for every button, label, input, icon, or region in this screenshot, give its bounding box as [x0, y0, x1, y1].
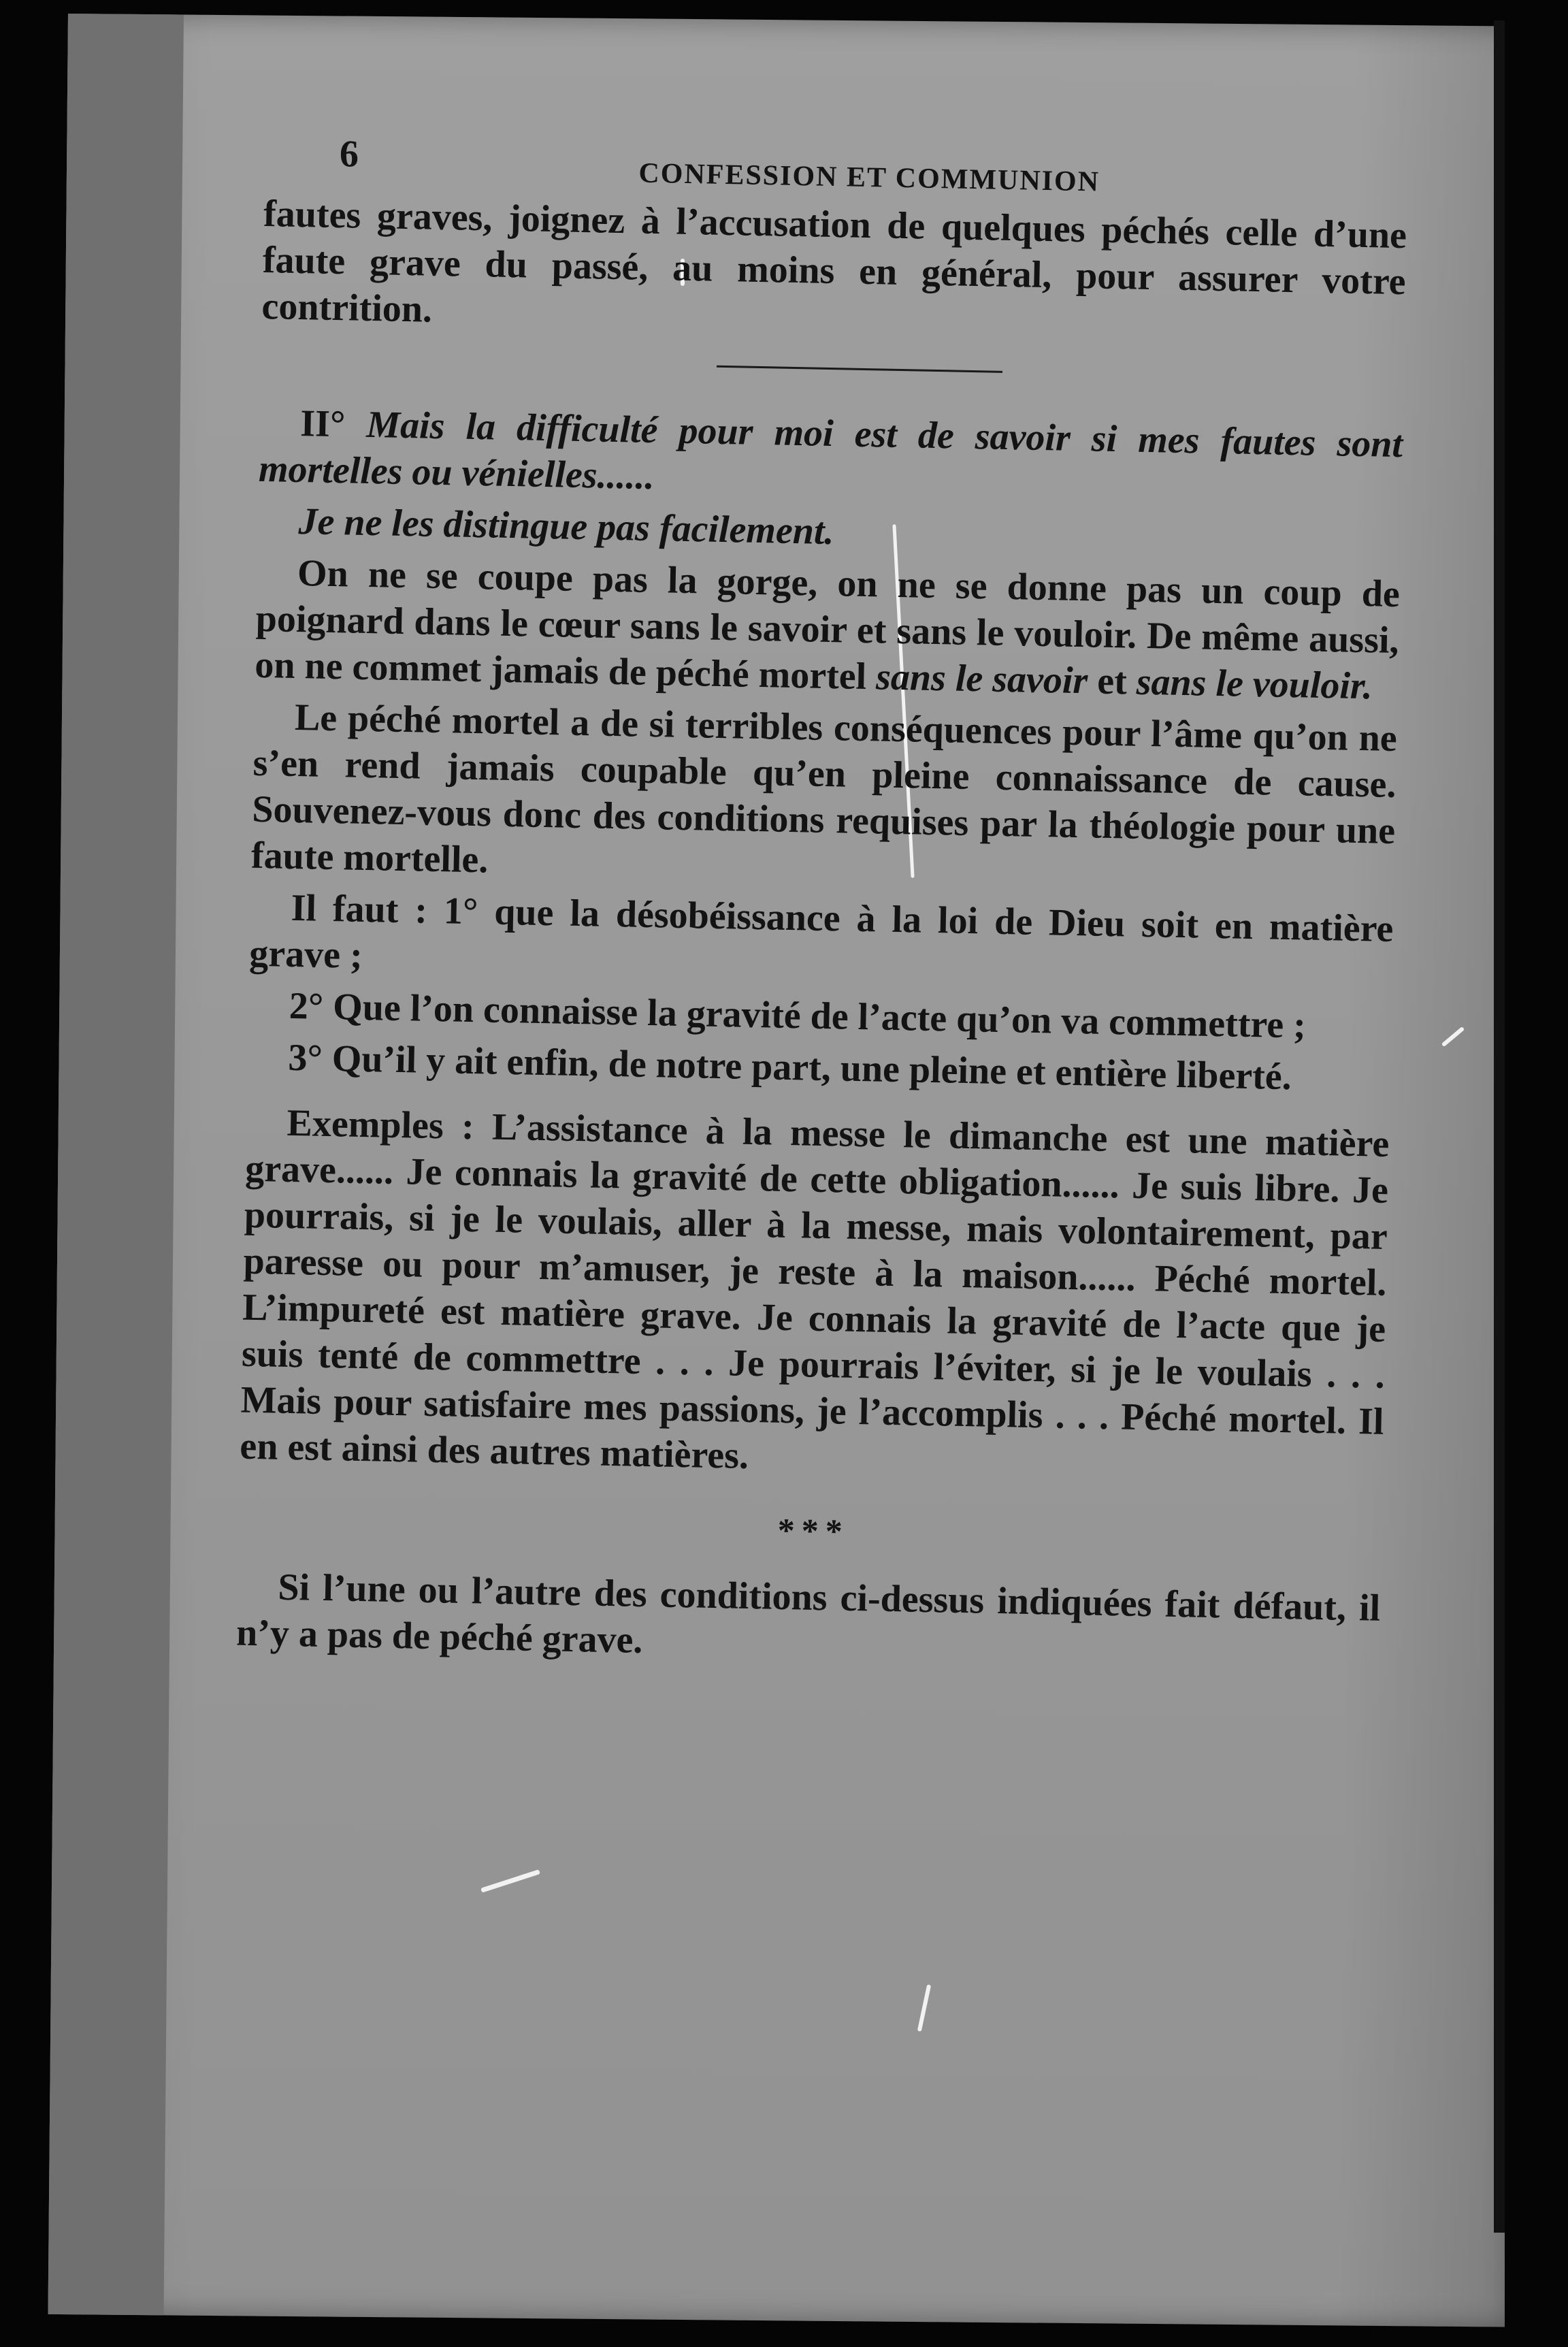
paragraph: Il faut : 1° que la désobéissance à la loi de Dieu soit en matière grave ;	[248, 886, 1394, 977]
question-number: II°	[299, 402, 346, 446]
paragraph: fautes graves, joignez à l’accusation de quelques péchés celle d’une faute grave du passé, au moins en général, pour assurer votre contrition.	[261, 192, 1407, 331]
paragraph-text: On ne se coupe pas la gorge, on ne se donne pas un coup de poignard dans le cœur sans le savoir et sans le vouloir. De même aussi, on ne commet jamais de péché mortel	[254, 552, 1401, 698]
paragraph: Le péché mortel a de si terribles conséquences pour l’âme qu’on ne s’en rend jamais coupable qu’en pleine connaissance de cause. Souvenez-vous donc des conditions requises par la théologie pour une faute mortelle.	[250, 696, 1398, 881]
emphasis-text: sans le savoir	[875, 655, 1088, 702]
section-rule	[717, 366, 1002, 373]
right-dark-margin	[1505, 0, 1568, 2347]
paragraph-text: et	[1096, 660, 1128, 703]
emphasis-text: sans le vouloir.	[1136, 660, 1373, 708]
examples-paragraph: Exemples : L’assistance à la messe le dimanche est une matière grave...... Je connais la gravité de cette obligation...... Je suis libre. Je pourrais, si je le voulais, aller à la messe, mais volontairement, par paresse ou pour m’amuser, je reste à la maison...... Péché mortel. L’impureté est matière grave. Je connais la gravité de l’acte que je suis tenté de commettre . . . Je pourrais l’éviter, si je le voulais . . . Mais pour satisfaire mes passions, je l’accomplis . . . Péché mortel. Il en est ainsi des autres matières.	[239, 1101, 1390, 1477]
left-margin-shadow	[48, 14, 184, 2315]
page-text	[235, 116, 1408, 1683]
page-edge-rule	[1494, 20, 1505, 2233]
running-head: CONFESSION ET COMMUNION	[638, 157, 1100, 198]
paragraph: 3° Qu’il y ait enfin, de notre part, une pleine et entière liberté.	[287, 1036, 1292, 1099]
paragraph: 2° Que l’on connaisse la gravité de l’acte qu’on va commettre ;	[289, 984, 1307, 1047]
paragraph	[255, 549, 1401, 710]
paragraph: Si l’une ou l’autre des conditions ci-dessus indiquées fait défaut, il n’y a pas de péché grave.	[235, 1566, 1381, 1662]
asterism: * * *	[777, 1510, 843, 1551]
question-text: Mais la difficulté pour moi est de savoir si mes fautes sont mortelles ou vénielles......	[258, 403, 1403, 498]
page-number: 6	[339, 133, 359, 176]
question-paragraph	[258, 400, 1403, 514]
question-continuation: Je ne les distingue pas facilement.	[297, 500, 835, 553]
